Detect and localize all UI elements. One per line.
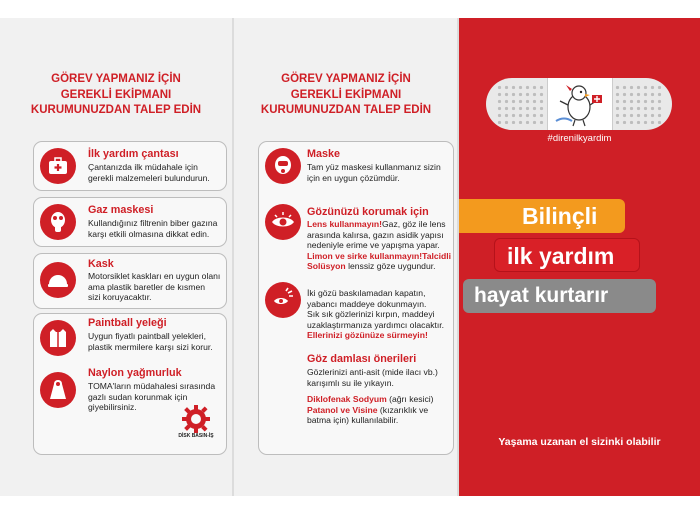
desc-line: giyebilirsiniz.: [88, 402, 137, 413]
section-desc: [307, 162, 441, 183]
desc-text: (kızarıklık ve: [377, 404, 429, 415]
tag-bilincli: Bilinçli: [459, 199, 625, 233]
desc-line: [307, 261, 451, 272]
warning-text: Patanol ve Visine: [307, 404, 378, 415]
heading-line: GEREKLİ EKİPMANI: [60, 88, 172, 101]
card-gas-mask: [33, 197, 227, 247]
warning-line: Limon ve sirke kullanmayın!Talcidli: [307, 250, 452, 261]
item-desc: [88, 218, 217, 239]
warning-text: Lens kullanmayın!: [307, 219, 382, 229]
footer-slogan: Yaşama uzanan el sizinki olabilir: [498, 436, 661, 448]
heading-line: KURUMUNUZDAN TALEP EDİN: [30, 104, 202, 116]
left-heading: [0, 72, 232, 119]
section-title: Gözünüzü korumak için: [307, 206, 429, 218]
bandage-illustration: [486, 78, 672, 130]
item-title: Paintball yeleği: [88, 317, 167, 329]
desc-line: [307, 219, 451, 230]
desc-line: gazlı sudan korunmak için: [88, 391, 188, 402]
hashtag: #direnilkyardim: [547, 133, 612, 144]
desc-line: [307, 405, 438, 416]
section-title: Maske: [307, 148, 341, 160]
gas-mask-icon: [40, 204, 76, 240]
warning-line: Ellerinizi gözünüze sürmeyin!: [307, 330, 428, 341]
full-face-mask-icon: [265, 148, 301, 184]
desc-line: Tam yüz maskesi kullanmanız sizin: [307, 162, 441, 172]
desc-line: ama plastik baretler de kısmen: [88, 281, 206, 292]
logo-text: DİSK BASIN-İŞ: [178, 433, 214, 438]
first-aid-kit-icon: [40, 148, 76, 184]
item-title: İlk yardım çantası: [88, 148, 179, 160]
item-desc: [88, 162, 210, 183]
item-desc: [88, 331, 213, 352]
item-title: Gaz maskesi: [88, 204, 154, 216]
bird-illustration: [548, 78, 612, 130]
card-first-aid-kit: [33, 141, 227, 191]
desc-line: karışımlı su ile yıkayın.: [307, 377, 394, 388]
disk-basin-is-logo: [175, 404, 217, 443]
desc-line: Motorsiklet kaskları en uygun olanı: [88, 271, 221, 281]
desc-line: plastik mermilere karşı sizi korur.: [88, 341, 213, 352]
desc-line: İki gözü baskılamadan kapatın,: [307, 288, 426, 298]
desc-line: Uygun fiyatlı paintball yelekleri,: [88, 331, 206, 341]
warning-text: Diklofenak Sodyum: [307, 394, 387, 405]
desc-line: batma için) kullanılabilir.: [307, 415, 399, 426]
desc-line: Gözlerinizi anti-asit (mide ilacı vb.): [307, 367, 438, 377]
desc-line: yabancı maddeye dokunmayın.: [307, 298, 427, 309]
vest-icon: [40, 320, 76, 356]
desc-line: arasında kalırsa, gazın asidik yapısı: [307, 229, 444, 240]
section-desc: [307, 288, 444, 341]
card-helmet: [33, 253, 227, 309]
desc-line: TOMA'ların müdahalesi sırasında: [88, 381, 216, 391]
desc-line: [307, 394, 438, 405]
eye-wash-icon: [265, 282, 301, 318]
desc-line: karşı etkili olmasına dikkat edin.: [88, 228, 210, 239]
eye-icon: [265, 204, 301, 240]
item-title: Naylon yağmurluk: [88, 367, 182, 379]
section-title: Göz damlası önerileri: [307, 353, 417, 365]
desc-text: Gaz, göz ile lens: [381, 219, 446, 229]
item-desc: [88, 271, 220, 303]
desc-line: sizi koruyacaktır.: [88, 292, 152, 303]
helmet-icon: [40, 262, 76, 298]
desc-text: (ağrı kesici): [386, 394, 434, 405]
tag-ilk-yardim: ilk yardım: [494, 238, 640, 272]
desc-line: Çantanızda ilk müdahale için: [88, 162, 198, 172]
desc-line: için en uygun çözümdür.: [307, 172, 400, 183]
section-desc: [307, 367, 438, 426]
heading-line: GEREKLİ EKİPMANI: [290, 88, 402, 101]
heading-line: GÖREV YAPMANIZ İÇİN: [281, 73, 411, 85]
heading-line: GÖREV YAPMANIZ İÇİN: [51, 73, 181, 85]
middle-heading: [234, 72, 458, 119]
desc-line: nedeniyle erime ve yapışma yapar.: [307, 240, 440, 251]
desc-line: gerekli malzemeleri bulundurun.: [88, 172, 210, 183]
section-desc: [307, 219, 451, 272]
card-eye-protection: [258, 141, 454, 455]
item-title: Kask: [88, 258, 114, 270]
bandage-pad: [547, 78, 613, 130]
tag-hayat-kurtarir: hayat kurtarır: [463, 279, 656, 313]
raincoat-icon: [40, 372, 76, 408]
heading-line: KURUMUNUZDAN TALEP EDİN: [260, 104, 432, 116]
warning-text: Solüsyon: [307, 261, 346, 272]
desc-line: Kullandığınız filtrenin biber gazına: [88, 218, 218, 228]
desc-line: uzaklaştırmanıza yardımcı olacaktır.: [307, 319, 445, 330]
desc-text: lenssiz göze uygundur.: [345, 261, 436, 272]
desc-line: Sık sık gözlerinizi kırpın, maddeyi: [307, 309, 435, 320]
